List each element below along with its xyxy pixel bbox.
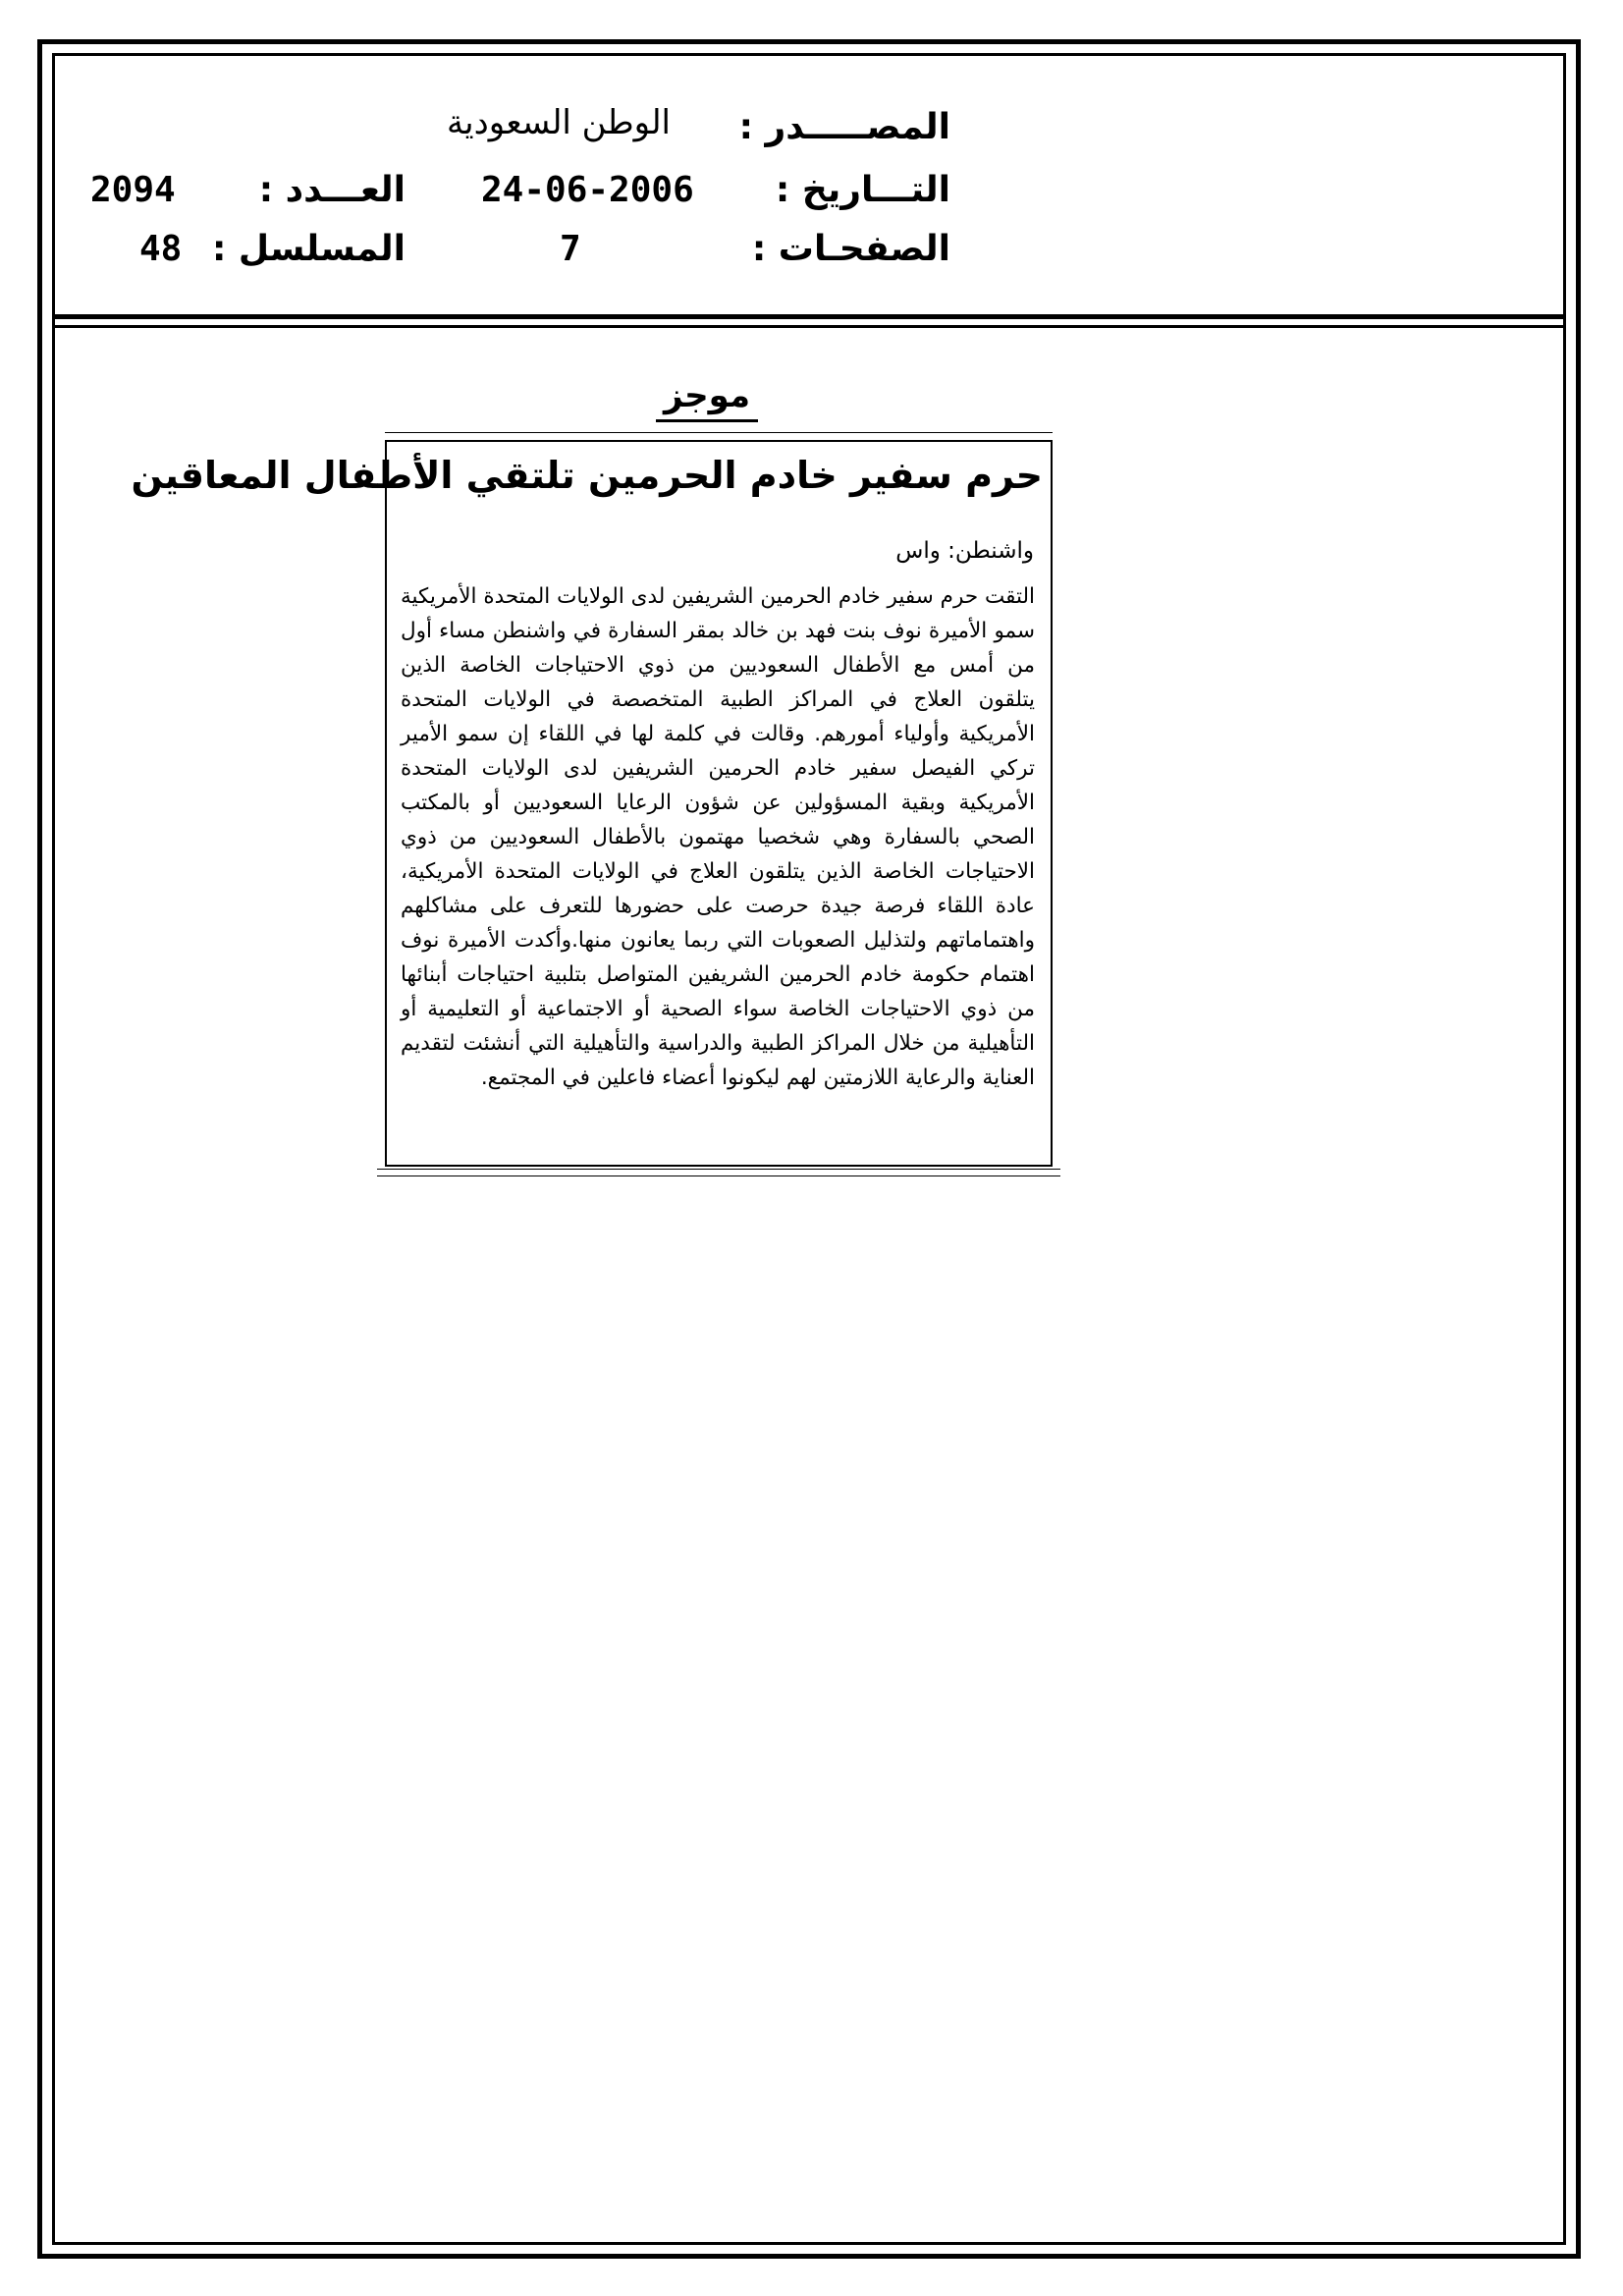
- pages-value: 7: [560, 229, 581, 269]
- clip-bottom-rule: [377, 1169, 1060, 1176]
- issue-label: العـــدد :: [258, 170, 406, 210]
- serial-value: 48: [139, 229, 183, 269]
- serial-label: المسلسل :: [211, 229, 406, 269]
- date-label: التـــاريخ :: [775, 170, 950, 210]
- pages-label: الصفحـات :: [751, 229, 950, 269]
- clip-top-rule: [385, 432, 1053, 437]
- issue-value: 2094: [90, 170, 176, 210]
- article-dateline: واشنطن: واس: [895, 538, 1034, 564]
- date-value: 24-06-2006: [481, 170, 694, 210]
- article-headline: حرم سفير خادم الحرمين تلتقي الأطفال المعاقين: [131, 454, 1043, 497]
- header-separator: [52, 314, 1566, 328]
- section-label: موجز: [628, 376, 785, 415]
- source-label: المصـــــدر :: [738, 107, 950, 147]
- article-body: التقت حرم سفير خادم الحرمين الشريفين لدى الولايات المتحدة الأمريكية سمو الأميرة نوف بنت فهد بن خالد بمقر السفارة في واشنطن مساء أول من أمس مع الأطفال السعوديين من ذوي الاحتياجات الخاصة الذين يتلقون العلاج في المراكز الطبية المتخصصة في الولايات المتحدة الأمريكية وأولياء أمورهم. وقالت في كلمة لها في اللقاء إن سمو الأمير تركي الفيصل سفير خادم الحرمين الشريفين لدى الولايات المتحدة الأمريكية وبقية المسؤولين عن شؤون الرعايا السعوديين أو بالمكتب الصحي بالسفارة وهي شخصيا مهتمون بالأطفال السعوديين من ذوي الاحتياجات الخاصة الذين يتلقون العلاج في الولايات المتحدة الأمريكية، عادة اللقاء فرصة جيدة حرصت على حضورها للتعرف على مشاكلهم واهتماماتهم ولتذليل الصعوبات التي ربما يعانون منها.وأكدت الأميرة نوف اهتمام حكومة خادم الحرمين الشريفين المتواصل بتلبية احتياجات أبنائها من ذوي الاحتياجات الخاصة سواء الصحية أو الاجتماعية أو التعليمية أو التأهيلية من خلال المراكز الطبية والدراسية والتأهيلية التي أنشئت لتقديم العناية والرعاية اللازمتين لهم ليكونوا أعضاء فاعلين في المجتمع.: [401, 584, 1035, 1090]
- source-value: الوطن السعودية: [446, 103, 671, 142]
